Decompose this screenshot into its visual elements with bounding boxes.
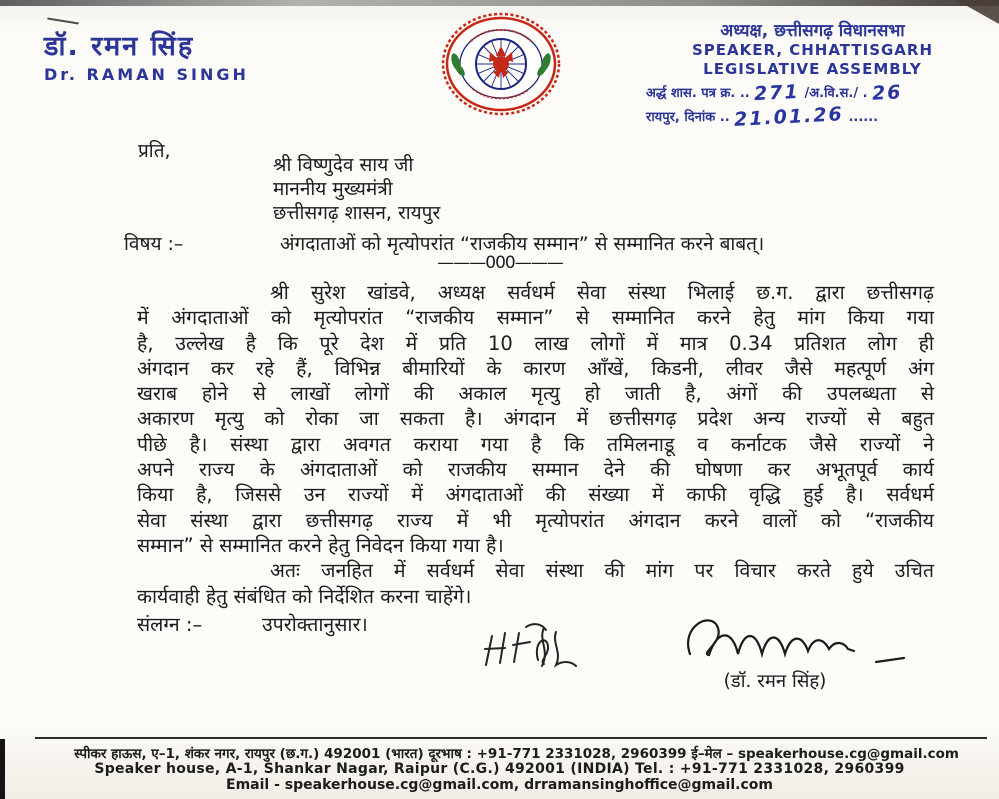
enclosure-text: उपरोक्तानुसार। bbox=[262, 613, 368, 636]
footer-address-hindi: स्पीकर हाऊस, ए–1, शंकर नगर, रायपुर (छ.ग.) 492001 (भारत) दूरभाष : +91-771 2331028, 2960399 ई–मेल – speakerhouse.cg@gmail.com bbox=[74, 746, 959, 762]
signatory-name: (डॉ. रमन सिंह) bbox=[723, 671, 827, 692]
enclosure-label: संलग्न :– bbox=[137, 613, 203, 636]
body-line: अपने राज्य के अंगदाताओं को राजकीय सम्मान देने की घोषणा कर अभूतपूर्व कार्य bbox=[137, 458, 934, 482]
body-line: पीछे है। संस्था द्वारा अवगत कराया गया है कि तमिलनाडू व कर्नाटक जैसे राज्यों ने bbox=[137, 432, 934, 456]
body-line: सम्मान” से सम्मानित करने हेतु निवेदन किया गया है। bbox=[137, 533, 504, 557]
date-trailing-dots: ...... bbox=[848, 110, 879, 125]
footer-address-english: Speaker house, A-1, Shankar Nagar, Raipur (C.G.) 492001 (INDIA) Tel. : +91-771 2331028, 2960399 bbox=[94, 761, 905, 777]
recipient-designation: माननीय मुख्यमंत्री bbox=[273, 178, 393, 200]
footer-divider-line bbox=[35, 737, 987, 739]
scan-edge-artifact-top bbox=[0, 0, 999, 6]
chhattisgarh-vidhan-sabha-emblem-icon bbox=[441, 12, 561, 116]
date-row bbox=[640, 103, 985, 131]
footer-email-line: Email - speakerhouse.cg@gmail.com, drramansinghoffice@gmail.com bbox=[226, 777, 773, 793]
recipient-block bbox=[273, 153, 440, 225]
date-label: रायपुर, दिनांक .. bbox=[646, 110, 730, 125]
body-line: श्री सुरेश खांडवे, अध्यक्ष सर्वधर्म सेवा संस्था भिलाई छ.ग. द्वारा छत्तीसगढ़ bbox=[270, 281, 934, 304]
body-line: अंगदान कर रहे हैं, विभिन्न बीमारियों के कारण आँखें, किडनी, लीवर जैसे महत्पूर्ण अंग bbox=[137, 356, 934, 380]
handwritten-initials-scribble bbox=[478, 620, 590, 676]
office-block bbox=[640, 18, 985, 131]
office-title-english-1: SPEAKER, CHHATTISGARH bbox=[691, 41, 934, 59]
date-handwritten: 21.01.26 bbox=[733, 103, 845, 131]
body-line: है, उल्लेख है कि पूरे देश में प्रति 10 लाख लोगों में मात्र 0.34 प्रतिशत लोग ही bbox=[137, 331, 934, 355]
letter-body bbox=[137, 280, 934, 609]
sender-name-hindi: डॉ. रमन सिंह bbox=[44, 31, 195, 62]
sender-block bbox=[44, 26, 249, 84]
reference-number-row bbox=[640, 82, 985, 104]
office-title-english-2: LEGISLATIVE ASSEMBLY bbox=[703, 60, 922, 78]
ref-middle-label: /अ.वि.स./ . bbox=[804, 86, 868, 101]
body-line: किया है, जिससे उन राज्यों में अंगदाताओं की संख्या में काफी वृद्धि हुई है। सर्वधर्म bbox=[137, 483, 934, 507]
subject-text: अंगदाताओं को मृत्योपरांत “राजकीय सम्मान” से सम्मानित करने बाबत्। bbox=[280, 233, 765, 255]
recipient-name: श्री विष्णुदेव साय जी bbox=[273, 154, 414, 176]
body-line: अकारण मृत्यु को रोका जा सकता है। अंगदान में छत्तीसगढ़ प्रदेश अन्य राज्यों से बहुत bbox=[137, 407, 934, 431]
body-line: सेवा संस्था द्वारा छत्तीसगढ़ राज्य में भी मृत्योपरांत अंगदान करने वालों को “राजकीय bbox=[137, 508, 934, 532]
body-line: अतः जनहित में सर्वधर्म सेवा संस्था की मांग पर विचार करते हुये उचित bbox=[270, 559, 934, 583]
ref-prefix-label: अर्द्ध शास. पत्र क्र. .. bbox=[646, 86, 750, 101]
pen-mark-artifact bbox=[47, 18, 79, 25]
body-line: में अंगदाताओं को मृत्योपरांत “राजकीय सम्मान” से सम्मानित करने हेतु मांग किया गया bbox=[137, 306, 934, 330]
body-line: कार्यवाही हेतु संबंधित को निर्देशित करना चाहेंगे। bbox=[137, 584, 472, 608]
recipient-address: छत्तीसगढ़ शासन, रायपुर bbox=[273, 202, 441, 224]
subject-label: विषय :– bbox=[124, 233, 184, 255]
office-title-hindi: अध्यक्ष, छत्तीसगढ़ विधानसभा bbox=[720, 21, 905, 41]
signature-scribble bbox=[676, 608, 912, 670]
subject-divider: ———000——— bbox=[437, 253, 563, 273]
ref-number-handwritten: 271 bbox=[753, 80, 801, 106]
ref-year-handwritten: 26 bbox=[871, 81, 904, 105]
sender-name-english: Dr. RAMAN SINGH bbox=[44, 65, 249, 84]
body-line: खराब होने से लाखों लोगों की अकाल मृत्यु हो जाती है, अंगों की उपलब्धता से bbox=[137, 382, 934, 406]
recipient-salutation: प्रति, bbox=[138, 140, 171, 162]
